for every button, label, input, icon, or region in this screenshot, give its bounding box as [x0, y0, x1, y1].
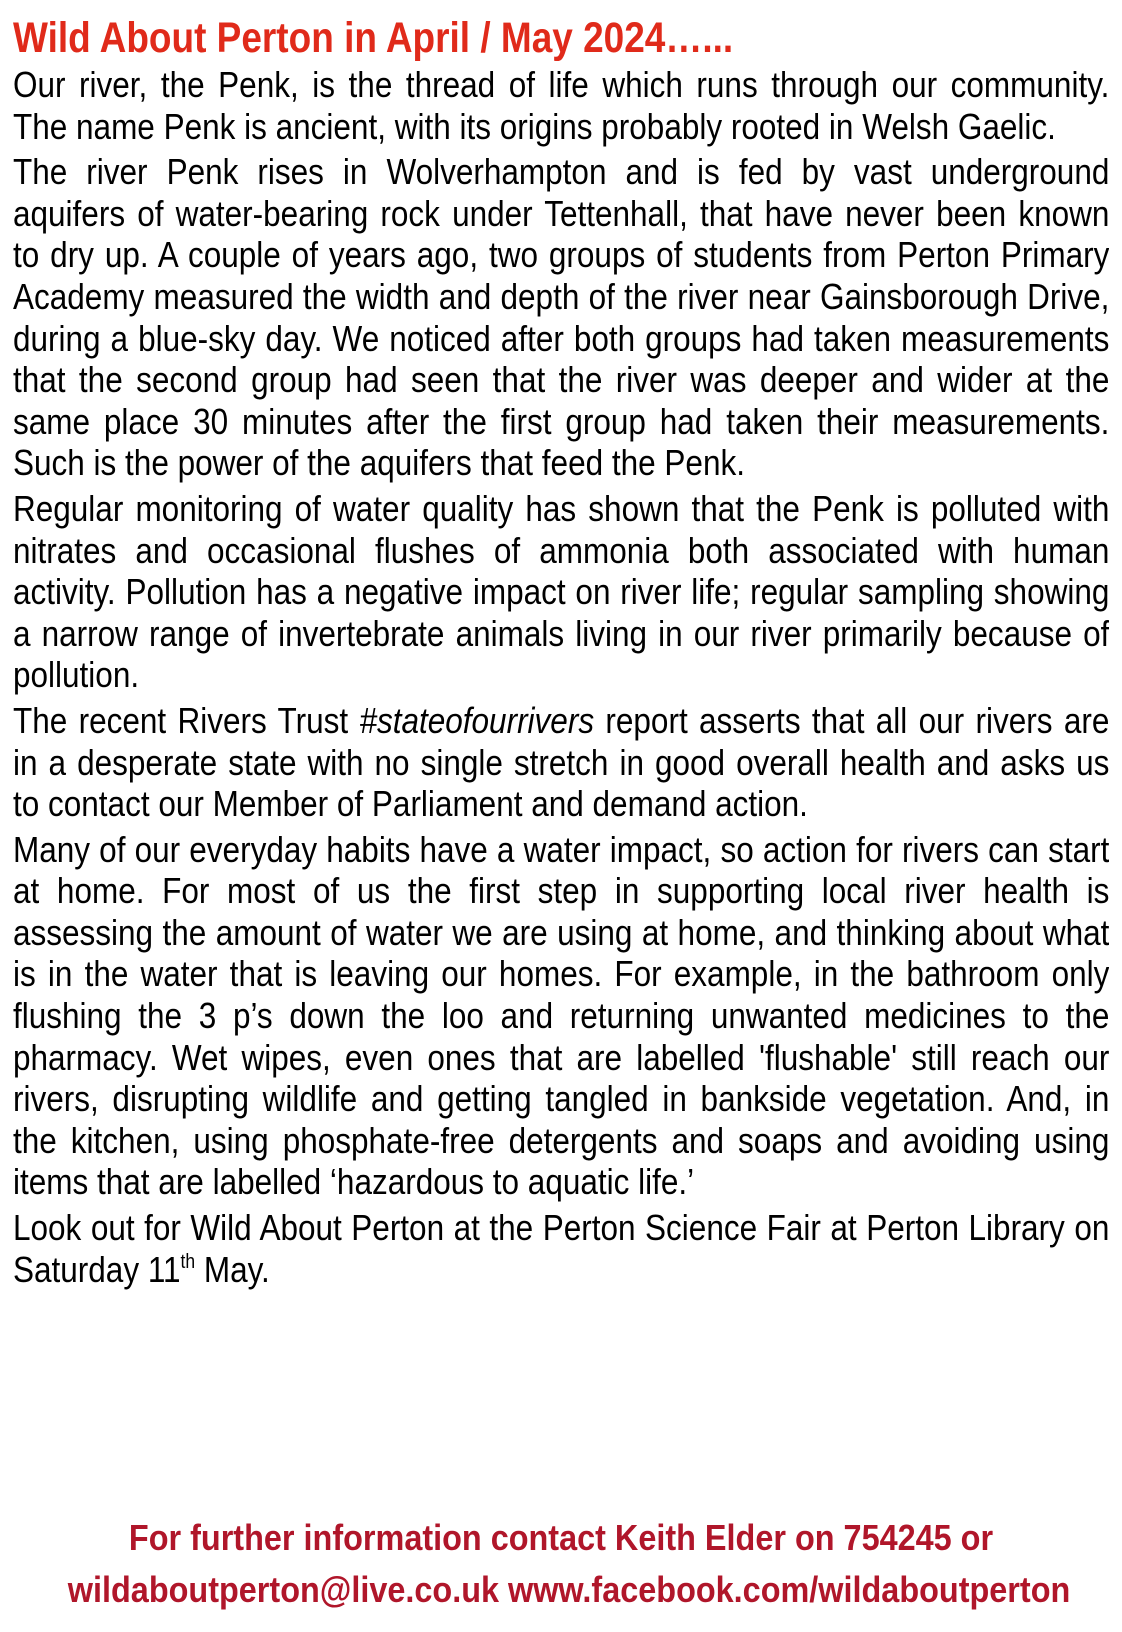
- paragraph-rivers-trust: [13, 700, 1109, 825]
- article-body: [13, 64, 1109, 1290]
- contact-line-phone: For further information contact Keith Elder on 754245 or: [128, 1517, 994, 1558]
- rivers-trust-text-start: The recent Rivers Trust: [13, 699, 360, 741]
- hashtag-stateofourrivers: #stateofourrivers: [359, 699, 595, 741]
- science-fair-text-end: May.: [195, 1248, 270, 1290]
- paragraph-aquifers: The river Penk rises in Wolverhampton and is fed by vast underground aquifers of water-bearing rock under Tettenhall, that have never been known to dry up. A couple of years ago, two groups of students from Perton Primary Academy measured the width and depth of the river near Gainsborough Drive, during a blue-sky day. We noticed after both groups had taken measurements that the second group had seen that the river was deeper and wider at the same place 30 minutes after the first group had taken their measurements. Such is the power of the aquifers that feed the Penk.: [13, 151, 1109, 484]
- contact-line-links: wildaboutperton@live.co.uk www.facebook.com/wildaboutperton: [67, 1569, 1071, 1610]
- newsletter-article: [13, 12, 1109, 1622]
- paragraph-water-quality: Regular monitoring of water quality has shown that the Penk is polluted with nitrates and occasional flushes of ammonia both associated with human activity. Pollution has a negative impact on river life; regular sampling showing a narrow range of invertebrate animals living in our river primarily because of pollution.: [13, 487, 1109, 696]
- date-ordinal-suffix: th: [180, 1250, 196, 1273]
- rivers-trust-text-end: report asserts that all our rivers are in a desperate state with no single stretch in good overall health and asks us to contact our Member of Parliament and demand action.: [13, 699, 1109, 825]
- article-title: Wild About Perton in April / May 2024…...: [13, 14, 734, 62]
- paragraph-science-fair: [13, 1207, 1109, 1290]
- paragraph-everyday-habits: Many of our everyday habits have a water impact, so action for rivers can start at home. For most of us the first step in supporting local river health is assessing the amount of water we are using at home, and thinking about what is in the water that is leaving our homes. For example, in the bathroom only flushing the 3 p’s down the loo and returning unwanted medicines to the pharmacy. Wet wipes, even ones that are labelled 'flushable' still reach our rivers, disrupting wildlife and getting tangled in bankside vegetation. And, in the kitchen, using phosphate-free detergents and soaps and avoiding using items that are labelled ‘hazardous to aquatic life.’: [13, 828, 1109, 1203]
- paragraph-river-intro: Our river, the Penk, is the thread of life which runs through our community. The name Penk is ancient, with its origins probably rooted in Welsh Gaelic.: [13, 64, 1109, 147]
- science-fair-text-start: Look out for Wild About Perton at the Perton Science Fair at Perton Library on Saturday 11: [13, 1207, 1109, 1290]
- contact-info: [13, 1512, 1109, 1616]
